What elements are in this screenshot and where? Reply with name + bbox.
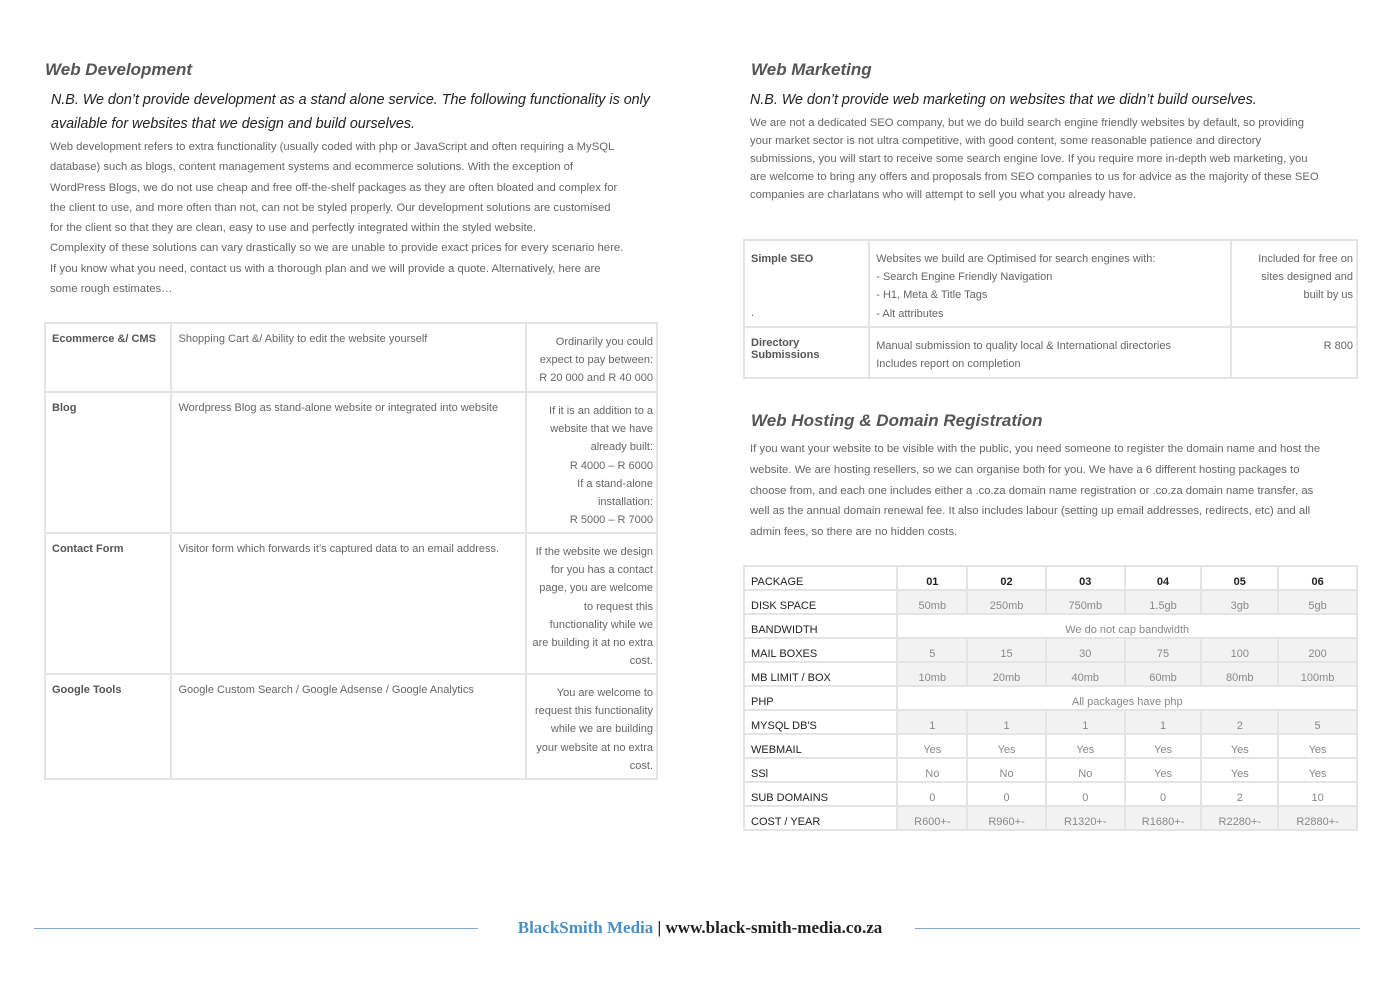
- cell: 5gb: [1278, 590, 1357, 614]
- package-number: 03: [1046, 566, 1125, 590]
- desc-line: Includes report on completion: [876, 358, 1021, 371]
- cell: 80mb: [1201, 662, 1278, 686]
- price-line: while we are building: [550, 723, 653, 736]
- package-number: 04: [1125, 566, 1202, 590]
- price-line: R 800: [1323, 340, 1353, 352]
- cell: 2: [1201, 782, 1278, 806]
- cell: R2280+-: [1201, 806, 1278, 830]
- footer-separator: |: [653, 918, 666, 937]
- row-label: BANDWIDTH: [744, 614, 897, 638]
- cell: 0: [1046, 782, 1125, 806]
- desc-line: - Alt attributes: [876, 307, 944, 320]
- cell: 1.5gb: [1125, 590, 1202, 614]
- table-row: [744, 806, 1357, 830]
- cell: 40mb: [1046, 662, 1125, 686]
- table-row: [744, 638, 1357, 662]
- body-line: choose from, and each one includes either a .co.za domain name registration or .co.za domain name transfer, as: [750, 484, 1314, 497]
- nb-line: available for websites that we design and build ourselves.: [51, 116, 415, 132]
- body-line: website. We are hosting resellers, so we can organise both for you. We have a 6 different hosting packages to: [750, 463, 1300, 476]
- cell: 250mb: [967, 590, 1046, 614]
- marketing-services-table: [743, 239, 1358, 379]
- cell: 1: [1125, 710, 1202, 734]
- table-row: [744, 710, 1357, 734]
- price-line: Ordinarily you could: [555, 336, 653, 348]
- price-line: R 4000 – R 6000: [569, 459, 653, 472]
- service-name: Ecommerce &/ CMS: [45, 323, 171, 392]
- price-line: built by us: [1303, 289, 1353, 302]
- price-line: page, you are welcome: [539, 582, 653, 595]
- web-marketing-nb: [750, 88, 1257, 112]
- price-line: request this functionality: [534, 705, 653, 718]
- cell: Yes: [1201, 734, 1278, 758]
- price-line: If a stand-alone: [577, 477, 653, 490]
- price-line: R 5000 – R 7000: [569, 514, 653, 527]
- cell: 0: [967, 782, 1046, 806]
- table-row: [744, 782, 1357, 806]
- nb-line: N.B. We don’t provide web marketing on websites that we didn’t build ourselves.: [750, 92, 1257, 108]
- table-row: [744, 734, 1357, 758]
- cell: 750mb: [1046, 590, 1125, 614]
- table-row: [45, 323, 657, 392]
- service-price: [526, 323, 657, 392]
- table-row: [744, 758, 1357, 782]
- body-line: Web development refers to extra functionality (usually coded with php or JavaScript and often requiring a MySQL: [50, 141, 615, 153]
- price-line: are building it at no extra: [532, 636, 653, 649]
- table-row: [744, 590, 1357, 614]
- body-line: submissions, you will start to receive some search engine love. If you require more in-depth web marketing, you: [750, 153, 1308, 165]
- cell: 50mb: [897, 590, 967, 614]
- service-price: [526, 392, 657, 533]
- cell: R1320+-: [1046, 806, 1125, 830]
- cell: Yes: [1201, 758, 1278, 782]
- service-description: Visitor form which forwards it’s captured data to an email address.: [171, 533, 525, 674]
- service-description: Google Custom Search / Google Adsense / Google Analytics: [171, 674, 525, 779]
- price-line: You are welcome to: [556, 687, 653, 699]
- cell: No: [1046, 758, 1125, 782]
- cell: 1: [897, 710, 967, 734]
- cell: 200: [1278, 638, 1357, 662]
- desc-line: Websites we build are Optimised for search engines with:: [876, 253, 1156, 265]
- span-cell: All packages have php: [897, 686, 1357, 710]
- row-label: MB LIMIT / BOX: [744, 662, 897, 686]
- body-line: Complexity of these solutions can vary drastically so we are unable to provide exact prices for every scenario here.: [50, 242, 624, 255]
- price-line: functionality while we: [549, 618, 653, 631]
- package-number: 01: [897, 566, 967, 590]
- row-label: SSl: [744, 758, 897, 782]
- web-development-nb: [51, 88, 650, 136]
- cell: 30: [1046, 638, 1125, 662]
- cell: 3gb: [1201, 590, 1278, 614]
- price-line: expect to pay between:: [539, 354, 653, 367]
- cell: R2880+-: [1278, 806, 1357, 830]
- footer-url[interactable]: www.black-smith-media.co.za: [665, 918, 883, 937]
- price-line: already built:: [590, 441, 653, 454]
- price-line: Included for free on: [1258, 253, 1353, 265]
- desc-line: Manual submission to quality local & International directories: [876, 340, 1171, 352]
- table-row: [45, 392, 657, 533]
- table-row: [744, 327, 1357, 378]
- cell: 10: [1278, 782, 1357, 806]
- cell: 1: [1046, 710, 1125, 734]
- body-line: database) such as blogs, content management systems and ecommerce solutions. With the exception of: [50, 161, 574, 174]
- service-price: [526, 674, 657, 779]
- cell: Yes: [897, 734, 967, 758]
- price-line: R 20 000 and R 40 000: [539, 372, 653, 385]
- cell: 20mb: [967, 662, 1046, 686]
- row-label: MAIL BOXES: [744, 638, 897, 662]
- cell: 75: [1125, 638, 1202, 662]
- desc-line: - H1, Meta & Title Tags: [876, 289, 988, 302]
- service-name: Directory Submissions: [744, 327, 869, 378]
- service-description: Shopping Cart &/ Ability to edit the website yourself: [171, 323, 525, 392]
- price-line: installation:: [597, 495, 653, 508]
- body-line: the client to use, and more often than not, can not be styled properly. Our development solutions are customised: [50, 201, 611, 214]
- cell: 1: [967, 710, 1046, 734]
- cell: Yes: [1125, 734, 1202, 758]
- table-row: [45, 533, 657, 674]
- row-label: SUB DOMAINS: [744, 782, 897, 806]
- development-services-table: [44, 322, 658, 780]
- price-line: your website at no extra: [536, 741, 653, 754]
- price-line: sites designed and: [1261, 271, 1353, 284]
- page-footer: [0, 918, 1400, 942]
- body-line: admin fees, so there are no hidden costs.: [750, 526, 958, 539]
- table-row: [744, 662, 1357, 686]
- service-description: Wordpress Blog as stand-alone website or integrated into website: [171, 392, 525, 533]
- web-marketing-title: Web Marketing: [751, 60, 872, 79]
- table-row: [744, 686, 1357, 710]
- service-price: [526, 533, 657, 674]
- cell: 15: [967, 638, 1046, 662]
- cell: Yes: [1046, 734, 1125, 758]
- package-number: 06: [1278, 566, 1357, 590]
- cell: Yes: [1278, 758, 1357, 782]
- cell: 60mb: [1125, 662, 1202, 686]
- cell: R960+-: [967, 806, 1046, 830]
- table-row: [744, 240, 1357, 327]
- price-line: If it is an addition to a: [549, 405, 653, 417]
- cell: 100: [1201, 638, 1278, 662]
- header-label: PACKAGE: [744, 566, 897, 590]
- cell: Yes: [1278, 734, 1357, 758]
- nb-line: N.B. We don’t provide development as a stand alone service. The following functionality is only: [51, 92, 650, 108]
- row-label: PHP: [744, 686, 897, 710]
- price-line: website that we have: [550, 423, 653, 436]
- web-marketing-body: [750, 114, 1319, 204]
- body-line: companies are charlatans who will attempt to sell you what you already have.: [750, 189, 1137, 201]
- service-name: Contact Form: [45, 533, 171, 674]
- footer-text: [0, 918, 1400, 938]
- footer-brand: BlackSmith Media: [517, 918, 654, 937]
- package-number: 02: [967, 566, 1046, 590]
- service-name-text: Simple SEO: [751, 253, 814, 265]
- row-label: MYSQL DB'S: [744, 710, 897, 734]
- cell: No: [967, 758, 1046, 782]
- span-cell: We do not cap bandwidth: [897, 614, 1357, 638]
- body-line: for the client so that they are clean, easy to use and perfectly integrated within the styled website.: [50, 222, 537, 235]
- package-number: 05: [1201, 566, 1278, 590]
- body-line: some rough estimates…: [50, 283, 173, 296]
- body-line: We are not a dedicated SEO company, but we do build search engine friendly websites by default, so providing: [750, 117, 1305, 129]
- cell: 2: [1201, 710, 1278, 734]
- table-row: [45, 674, 657, 779]
- cell: 10mb: [897, 662, 967, 686]
- price-line: cost.: [629, 759, 653, 772]
- row-label: WEBMAIL: [744, 734, 897, 758]
- web-development-body: [50, 137, 623, 299]
- body-line: If you know what you need, contact us with a thorough plan and we will provide a quote. Alternatively, here are: [50, 262, 601, 275]
- service-price: [1231, 240, 1357, 327]
- price-line: to request this: [583, 600, 653, 613]
- price-line: for you has a contact: [550, 564, 653, 577]
- service-description: [869, 327, 1231, 378]
- web-development-title: Web Development: [45, 60, 193, 79]
- cell: R1680+-: [1125, 806, 1202, 830]
- cell: 0: [1125, 782, 1202, 806]
- service-name: [744, 240, 869, 327]
- hosting-title: Web Hosting & Domain Registration: [751, 411, 1043, 430]
- hosting-body: [750, 439, 1320, 543]
- cell: 5: [1278, 710, 1357, 734]
- cell: No: [897, 758, 967, 782]
- table-row: [744, 566, 1357, 590]
- service-name: Blog: [45, 392, 171, 533]
- hosting-packages-table: [743, 565, 1358, 831]
- cell: Yes: [1125, 758, 1202, 782]
- body-line: your market sector is not ultra competitive, with good content, some reasonable patience and directory: [750, 135, 1262, 147]
- cell: 5: [897, 638, 967, 662]
- row-label: DISK SPACE: [744, 590, 897, 614]
- service-name: Google Tools: [45, 674, 171, 779]
- body-line: WordPress Blogs, we do not use cheap and free off-the-shelf packages as they are often bloated and complex for: [50, 181, 618, 194]
- service-name-extra: .: [751, 307, 755, 319]
- cell: R600+-: [897, 806, 967, 830]
- body-line: If you want your website to be visible with the public, you need someone to register the domain name and host the: [750, 443, 1321, 455]
- table-row: [744, 614, 1357, 638]
- price-line: If the website we design: [535, 546, 653, 558]
- cell: Yes: [967, 734, 1046, 758]
- cell: 100mb: [1278, 662, 1357, 686]
- desc-line: - Search Engine Friendly Navigation: [876, 271, 1053, 284]
- row-label: COST / YEAR: [744, 806, 897, 830]
- body-line: are welcome to bring any offers and proposals from SEO companies to us for advice as the majority of these SEO: [750, 171, 1319, 183]
- cell: 0: [897, 782, 967, 806]
- service-price: [1231, 327, 1357, 378]
- service-description: [869, 240, 1231, 327]
- price-line: cost.: [629, 655, 653, 668]
- body-line: well as the annual domain renewal fee. It also includes labour (setting up email addresses, redirects, etc) and all: [750, 505, 1311, 518]
